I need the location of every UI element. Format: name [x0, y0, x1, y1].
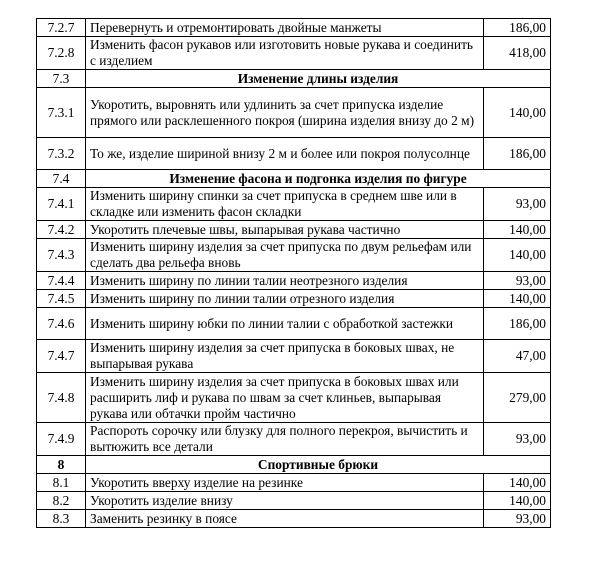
service-row — [37, 373, 551, 423]
service-number: 7.4.6 — [37, 308, 86, 340]
section-row — [37, 70, 551, 88]
service-row — [37, 308, 551, 340]
service-row — [37, 272, 551, 290]
service-row — [37, 492, 551, 510]
service-row — [37, 290, 551, 308]
service-number: 8.3 — [37, 510, 86, 528]
section-title: Изменение фасона и подгонка изделия по фигуре — [86, 170, 551, 188]
service-price: 140,00 — [484, 239, 551, 272]
service-price: 140,00 — [484, 474, 551, 492]
service-number: 7.4.4 — [37, 272, 86, 290]
service-description: Изменить ширину изделия за счет припуска в боковых швах или расширить лиф и рукава по швам за счет клиньев, выпарывая рукава или обтачки пройм частично — [86, 373, 484, 423]
service-price: 140,00 — [484, 88, 551, 138]
section-number: 8 — [37, 456, 86, 474]
service-description: Укоротить изделие внизу — [86, 492, 484, 510]
service-row — [37, 188, 551, 221]
service-row — [37, 138, 551, 170]
service-row — [37, 340, 551, 373]
service-price: 186,00 — [484, 138, 551, 170]
service-description: Изменить ширину изделия за счет припуска по двум рельефам или сделать два рельефа вновь — [86, 239, 484, 272]
service-row — [37, 474, 551, 492]
price-table-body — [37, 19, 551, 528]
service-number: 7.4.9 — [37, 423, 86, 456]
service-number: 7.2.8 — [37, 37, 86, 70]
service-price: 279,00 — [484, 373, 551, 423]
service-price: 418,00 — [484, 37, 551, 70]
service-row — [37, 37, 551, 70]
service-price: 140,00 — [484, 221, 551, 239]
service-price: 93,00 — [484, 510, 551, 528]
service-row — [37, 221, 551, 239]
service-description: Изменить фасон рукавов или изготовить новые рукава и соединить с изделием — [86, 37, 484, 70]
service-row — [37, 88, 551, 138]
service-number: 8.1 — [37, 474, 86, 492]
service-price: 186,00 — [484, 19, 551, 37]
service-row — [37, 423, 551, 456]
service-number: 7.4.7 — [37, 340, 86, 373]
price-table — [36, 18, 551, 528]
section-title: Изменение длины изделия — [86, 70, 551, 88]
service-description: Укоротить, выровнять или удлинить за счет припуска изделие прямого или расклешенного покроя (ширина изделия внизу до 2 м) — [86, 88, 484, 138]
service-description: Укоротить вверху изделие на резинке — [86, 474, 484, 492]
service-description: Распороть сорочку или блузку для полного перекроя, вычистить и вытюжить все детали — [86, 423, 484, 456]
service-price: 186,00 — [484, 308, 551, 340]
service-number: 7.3.1 — [37, 88, 86, 138]
section-row — [37, 170, 551, 188]
service-description: Изменить ширину по линии талии неотрезного изделия — [86, 272, 484, 290]
service-number: 8.2 — [37, 492, 86, 510]
service-description: Заменить резинку в поясе — [86, 510, 484, 528]
service-row — [37, 239, 551, 272]
service-price: 93,00 — [484, 423, 551, 456]
service-price: 47,00 — [484, 340, 551, 373]
service-description: Изменить ширину по линии талии отрезного изделия — [86, 290, 484, 308]
service-price: 93,00 — [484, 272, 551, 290]
service-number: 7.4.2 — [37, 221, 86, 239]
service-number: 7.4.8 — [37, 373, 86, 423]
service-price: 140,00 — [484, 492, 551, 510]
section-number: 7.3 — [37, 70, 86, 88]
service-description: Изменить ширину юбки по линии талии с обработкой застежки — [86, 308, 484, 340]
service-row — [37, 510, 551, 528]
service-description: Изменить ширину спинки за счет припуска в среднем шве или в складке или изменить фасон складки — [86, 188, 484, 221]
service-row — [37, 19, 551, 37]
service-description: То же, изделие шириной внизу 2 м и более или покроя полусолнце — [86, 138, 484, 170]
service-description: Перевернуть и отремонтировать двойные манжеты — [86, 19, 484, 37]
section-row — [37, 456, 551, 474]
section-number: 7.4 — [37, 170, 86, 188]
service-price: 140,00 — [484, 290, 551, 308]
service-description: Укоротить плечевые швы, выпарывая рукава частично — [86, 221, 484, 239]
service-number: 7.4.1 — [37, 188, 86, 221]
service-description: Изменить ширину изделия за счет припуска в боковых швах, не выпарывая рукава — [86, 340, 484, 373]
service-price: 93,00 — [484, 188, 551, 221]
service-number: 7.2.7 — [37, 19, 86, 37]
service-number: 7.4.5 — [37, 290, 86, 308]
section-title: Спортивные брюки — [86, 456, 551, 474]
service-number: 7.3.2 — [37, 138, 86, 170]
service-number: 7.4.3 — [37, 239, 86, 272]
